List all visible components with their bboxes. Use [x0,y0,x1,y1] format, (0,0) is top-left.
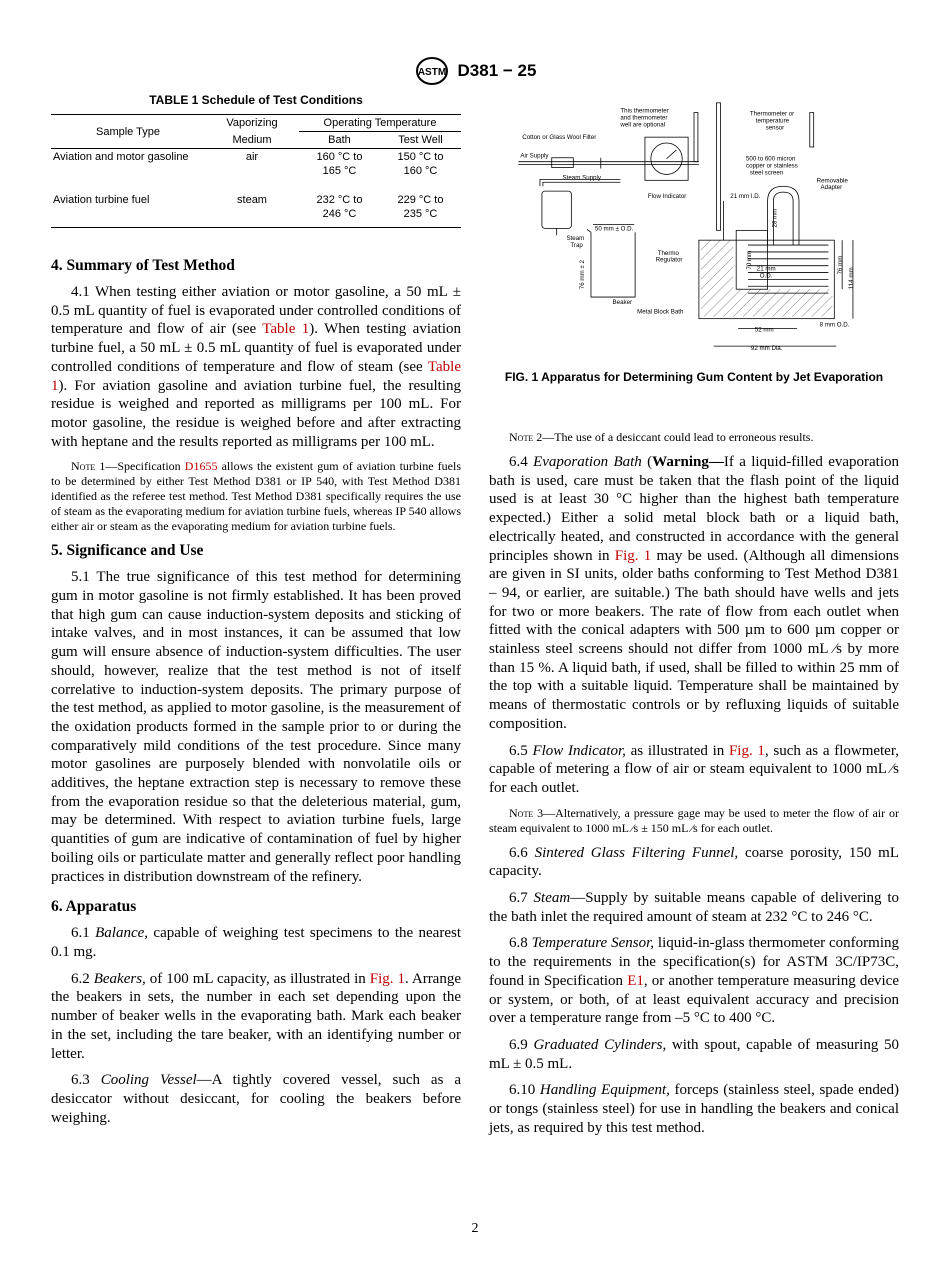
para-6-5: 6.5 Flow Indicator, as illustrated in Fig. 1, such as a flowmeter, capable of metering a flow of air or steam equivalent to 1000 mL ⁄s for each outlet. [489,742,899,796]
svg-text:temperature: temperature [755,117,790,125]
astm-logo-icon [414,56,450,86]
svg-text:steel screen: steel screen [749,169,784,177]
svg-text:500 to 600 micron: 500 to 600 micron [746,155,796,163]
svg-text:Removable: Removable [816,177,848,185]
left-column [51,93,461,1135]
svg-text:Beaker: Beaker [612,298,633,306]
col-operating-temp: Operating Temperature [299,115,461,132]
svg-text:Trap: Trap [570,242,583,250]
svg-text:92 mm Dia.: 92 mm Dia. [750,345,783,353]
right-column [489,93,899,1146]
svg-text:21 mm: 21 mm [756,265,776,273]
table1-title: TABLE 1 Schedule of Test Conditions [149,93,363,107]
svg-text:Air Supply: Air Supply [520,152,549,160]
svg-text:76 mm ± 2: 76 mm ± 2 [579,260,587,290]
para-5-1: 5.1 The true significance of this test method for determining gum in motor gasoline is not firmly established. It has been proved that high gum can cause induction-system deposits and sticking of intake valves, and in most instances, it can be assumed that low gum will ensure absence of induction-system difficulties. The user should, however, realize that the test method is not of itself correlative to induction-system deposits. The primary purpose of the test method, as applied to motor gasoline, is the measurement of the oxidation products formed in the sample prior to or during the comparatively mild conditions of the test procedure. Since many motor gasolines are purposely blended with nonvolatile oils or additives, the heptane extraction step is necessary to remove these from the evaporation residue so that the deleterious material, gum, may be determined. With respect to aviation turbine fuels, large quantities of gum are indicative of contamination of fuel by higher boiling oils or particulate matter and generally reflect poor handling practices in distribution downstream of the refinery. [51,569,461,885]
svg-text:well are optional: well are optional [620,121,666,129]
table1-link[interactable]: Table 1 [51,358,461,394]
page-header [0,56,950,86]
standard-code: D381 − 25 [457,61,537,80]
svg-text:Flow Indicator: Flow Indicator [647,192,687,200]
note-2: Note 2—The use of a desiccant could lead to erroneous results. [509,430,814,444]
e1-link[interactable]: E1 [627,972,644,989]
section-4-heading: 4. Summary of Test Method [51,257,235,274]
fig1-link[interactable]: Fig. 1 [614,547,652,564]
svg-text:52 mm: 52 mm [754,326,774,334]
svg-text:70 mm: 70 mm [745,250,753,270]
apparatus-figure [489,93,899,353]
svg-text:8 mm O.D.: 8 mm O.D. [819,321,850,329]
col-bath: Bath [299,132,380,149]
col-test-well: Test Well [380,132,461,149]
para-6-9: 6.9 Graduated Cylinders, with spout, capable of measuring 50 mL ± 0.5 mL. [489,1036,900,1072]
d1655-link[interactable]: D1655 [184,459,218,474]
svg-text:76 mm: 76 mm [837,255,845,275]
svg-text:Thermometer or: Thermometer or [749,110,795,118]
svg-text:copper or stainless: copper or stainless [746,162,798,170]
table1-link[interactable]: Table 1 [262,321,310,338]
para-6-6: 6.6 Sintered Glass Filtering Funnel, coarse porosity, 150 mL capacity. [489,844,899,880]
svg-text:and thermometer: and thermometer [620,114,668,122]
table-row: Aviation and motor gasoline air 160 °C to 165 °C 150 °C to 160 °C [53,151,444,177]
svg-text:ASTM: ASTM [417,67,446,78]
svg-text:50 mm ± O.D.: 50 mm ± O.D. [594,225,634,233]
svg-text:This thermometer: This thermometer [620,107,669,115]
section-5-heading: 5. Significance and Use [51,542,204,560]
figure-caption: FIG. 1 Apparatus for Determining Gum Content by Jet Evaporation [504,370,884,384]
col-vaporizing: Vaporizing [205,115,299,132]
svg-text:114 mm: 114 mm [847,267,855,290]
note-3: Note 3—Alternatively, a pressure gage may be used to meter the flow of air or steam equivalent to 1000 mL ⁄s ± 150 mL ⁄s for each outlet. [489,805,900,835]
schedule-table [51,114,461,228]
col-sample-type: Sample Type [51,115,205,149]
fig1-link[interactable]: Fig. 1 [369,970,405,987]
svg-text:sensor: sensor [765,124,785,132]
page-number: 2 [471,1221,479,1236]
svg-text:O.D.: O.D. [759,272,773,280]
para-6-1: 6.1 Balance, capable of weighing test specimens to the nearest 0.1 mg. [51,925,461,960]
para-6-10: 6.10 Handling Equipment, forceps (stainless steel, spade ended) or tongs (stainless steel) for use in handling the beakers and conical jets, as required by this test method. [489,1082,900,1136]
svg-text:28 mm: 28 mm [771,208,779,228]
svg-text:Regulator: Regulator [655,256,683,264]
svg-text:21 mm I.D.: 21 mm I.D. [730,192,761,200]
para-4-1: 4.1 When testing either aviation or motor gasoline, a 50 mL ± 0.5 mL quantity of fuel is evaporated under controlled conditions of temperature and flow of air (see Table 1). When testing aviation turbine fuel, a 50 mL ± 0.5 mL quantity of fuel is evaporated under controlled conditions of temperature and flow of steam (see Table 1). For aviation gasoline and aviation turbine fuel, the resulting residue is weighed and reported as milligrams per 100 mL. For motor gasoline, the residue is weighed before and after extracting with heptane and the results reported as milligrams per 100 mL. [51,284,461,450]
svg-text:Thermo: Thermo [657,249,679,257]
col-medium: Medium [205,132,299,149]
fig1-link[interactable]: Fig. 1 [728,742,765,759]
section-6-heading: 6. Apparatus [51,898,137,916]
para-6-3: 6.3 Cooling Vessel—A tightly covered vessel, such as a desiccator without desiccant, for cooling the beakers before weighing. [51,1072,462,1126]
svg-text:Steam Supply: Steam Supply [562,174,601,182]
para-6-4: 6.4 Evaporation Bath (Warning—If a liquid-filled evaporation bath is used, care must be taken that the flash point of the liquid used is at least 30 °C higher than the highest bath temperature expected.) Either a solid metal block bath or a liquid bath, electrically heated, and constructed in accordance with the general principles shown in Fig. 1 may be used. (Although all dimensions are given in SI units, older baths conforming to Test Method D381 – 94, or earlier, are suitable.) The bath should have wells and jets for two or more beakers. The rate of flow from each outlet when fitted with the conical adapters with 500 µm to 600 µm copper or stainless steel screens should not differ from 1000 mL ⁄s by more than 15 %. A liquid bath, if used, shall be filled to within 25 mm of the top with a suitable liquid. Temperature shall be maintained by means of thermostatic controls or by refluxing liquids of suitable composition. [489,454,900,732]
svg-text:Cotton or Glass Wool Filter: Cotton or Glass Wool Filter [522,134,597,142]
svg-text:Steam: Steam [566,235,585,243]
table-row: Aviation turbine fuel steam 232 °C to 246 °C 229 °C to 235 °C [51,179,461,228]
note-1: Note 1—Specification D1655 allows the existent gum of aviation turbine fuels to be determined by either Test Method D381 or IP 540, with Test Method D381 identified as the referee test method. Test Method D381 specifically requires the use of steam as the evaporating medium for aviation turbine fuels, whereas IP 540 allows either air or steam as the evaporating medium for aviation turbine fuels. [51,459,462,534]
svg-text:Adapter: Adapter [820,184,843,192]
para-6-7: 6.7 Steam—Supply by suitable means capable of delivering to the bath inlet the required amount of steam at 232 °C to 246 °C. [489,890,900,925]
para-6-2: 6.2 Beakers, of 100 mL capacity, as illustrated in Fig. 1. Arrange the beakers in sets, the number in each set depending upon the number of beaker wells in the evaporating bath. Mark each beaker in the set, including the tare beaker, with an identifying number or letter. [51,970,462,1062]
para-6-8: 6.8 Temperature Sensor, liquid-in-glass thermometer conforming to the requirements in the specification(s) for ASTM 3C/IP73C, found in Specification E1, or another temperature measuring device or system, or both, of at least equivalent accuracy and precision over a temperature range from –5 °C to 400 °C. [489,935,899,1027]
svg-text:Metal Block Bath: Metal Block Bath [637,308,684,316]
